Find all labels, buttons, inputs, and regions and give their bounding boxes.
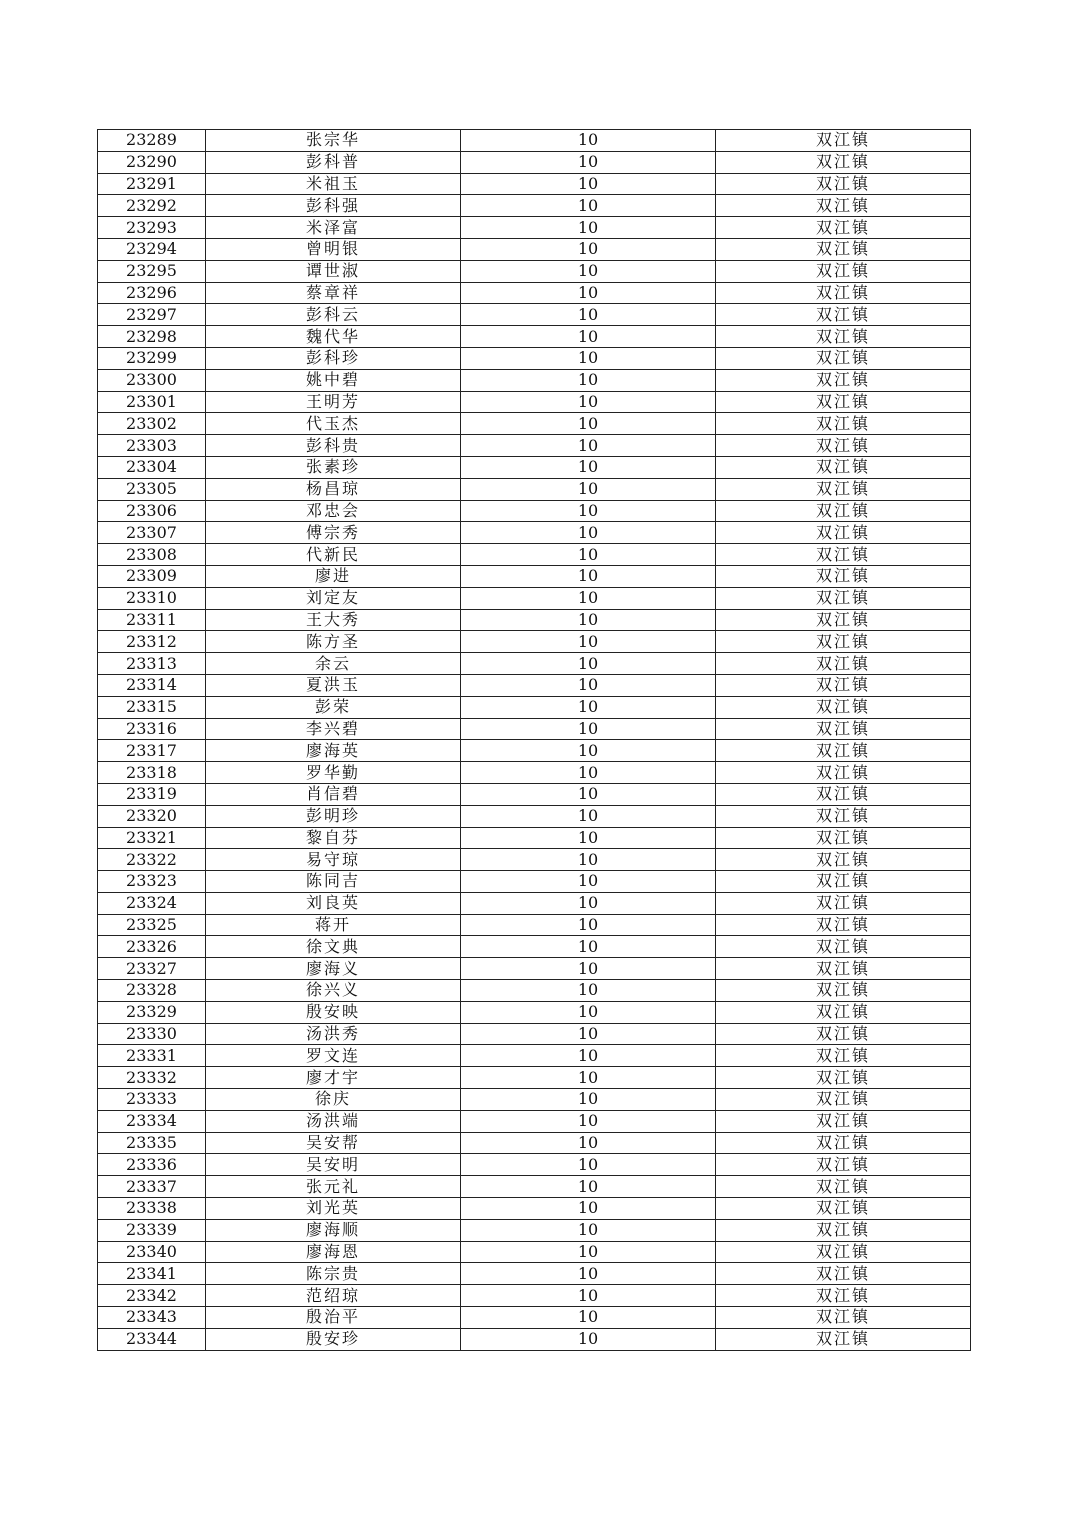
person-name-cell: 代玉杰 [206, 413, 461, 435]
town-cell: 双江镇 [716, 587, 971, 609]
amount-cell: 10 [461, 849, 716, 871]
amount-cell: 10 [461, 1089, 716, 1111]
table-row [98, 413, 971, 435]
town-cell: 双江镇 [716, 740, 971, 762]
person-name-cell: 曾明银 [206, 238, 461, 260]
person-name-cell: 范绍琼 [206, 1285, 461, 1307]
person-name-cell: 肖信碧 [206, 783, 461, 805]
table-row [98, 631, 971, 653]
table-row [98, 805, 971, 827]
row-number-cell: 23329 [98, 1001, 206, 1023]
town-cell: 双江镇 [716, 456, 971, 478]
amount-cell: 10 [461, 1110, 716, 1132]
amount-cell: 10 [461, 914, 716, 936]
amount-cell: 10 [461, 1285, 716, 1307]
row-number-cell: 23302 [98, 413, 206, 435]
table-row [98, 871, 971, 893]
town-cell: 双江镇 [716, 1241, 971, 1263]
town-cell: 双江镇 [716, 1067, 971, 1089]
amount-cell: 10 [461, 347, 716, 369]
amount-cell: 10 [461, 631, 716, 653]
town-cell: 双江镇 [716, 849, 971, 871]
amount-cell: 10 [461, 892, 716, 914]
table-row [98, 565, 971, 587]
town-cell: 双江镇 [716, 1045, 971, 1067]
table-row [98, 500, 971, 522]
row-number-cell: 23293 [98, 217, 206, 239]
table-row [98, 914, 971, 936]
town-cell: 双江镇 [716, 892, 971, 914]
table-row [98, 238, 971, 260]
town-cell: 双江镇 [716, 1198, 971, 1220]
table-row [98, 369, 971, 391]
person-name-cell: 彭明珍 [206, 805, 461, 827]
table-row [98, 435, 971, 457]
person-name-cell: 蔡章祥 [206, 282, 461, 304]
amount-cell: 10 [461, 827, 716, 849]
table-row [98, 1067, 971, 1089]
amount-cell: 10 [461, 478, 716, 500]
table-row [98, 1110, 971, 1132]
person-name-cell: 邓忠会 [206, 500, 461, 522]
town-cell: 双江镇 [716, 151, 971, 173]
row-number-cell: 23317 [98, 740, 206, 762]
table-row [98, 936, 971, 958]
table-row [98, 304, 971, 326]
amount-cell: 10 [461, 805, 716, 827]
roster-table-body [98, 130, 971, 1351]
table-row [98, 849, 971, 871]
table-row [98, 718, 971, 740]
person-name-cell: 易守琼 [206, 849, 461, 871]
amount-cell: 10 [461, 1154, 716, 1176]
row-number-cell: 23316 [98, 718, 206, 740]
amount-cell: 10 [461, 718, 716, 740]
amount-cell: 10 [461, 130, 716, 152]
town-cell: 双江镇 [716, 1023, 971, 1045]
row-number-cell: 23318 [98, 762, 206, 784]
amount-cell: 10 [461, 238, 716, 260]
person-name-cell: 吴安明 [206, 1154, 461, 1176]
roster-table [97, 129, 971, 1351]
town-cell: 双江镇 [716, 674, 971, 696]
row-number-cell: 23327 [98, 958, 206, 980]
amount-cell: 10 [461, 369, 716, 391]
row-number-cell: 23330 [98, 1023, 206, 1045]
person-name-cell: 陈方圣 [206, 631, 461, 653]
table-row [98, 674, 971, 696]
amount-cell: 10 [461, 544, 716, 566]
row-number-cell: 23344 [98, 1328, 206, 1350]
person-name-cell: 殷安珍 [206, 1328, 461, 1350]
person-name-cell: 夏洪玉 [206, 674, 461, 696]
table-row [98, 1045, 971, 1067]
amount-cell: 10 [461, 326, 716, 348]
town-cell: 双江镇 [716, 805, 971, 827]
amount-cell: 10 [461, 653, 716, 675]
town-cell: 双江镇 [716, 762, 971, 784]
person-name-cell: 张宗华 [206, 130, 461, 152]
amount-cell: 10 [461, 1176, 716, 1198]
town-cell: 双江镇 [716, 544, 971, 566]
person-name-cell: 陈宗贵 [206, 1263, 461, 1285]
amount-cell: 10 [461, 674, 716, 696]
amount-cell: 10 [461, 1001, 716, 1023]
table-row [98, 1219, 971, 1241]
table-row [98, 587, 971, 609]
amount-cell: 10 [461, 1067, 716, 1089]
table-row [98, 217, 971, 239]
town-cell: 双江镇 [716, 1219, 971, 1241]
person-name-cell: 彭荣 [206, 696, 461, 718]
town-cell: 双江镇 [716, 195, 971, 217]
row-number-cell: 23343 [98, 1307, 206, 1329]
town-cell: 双江镇 [716, 522, 971, 544]
table-row [98, 740, 971, 762]
row-number-cell: 23298 [98, 326, 206, 348]
row-number-cell: 23336 [98, 1154, 206, 1176]
amount-cell: 10 [461, 217, 716, 239]
amount-cell: 10 [461, 936, 716, 958]
row-number-cell: 23321 [98, 827, 206, 849]
table-row [98, 1198, 971, 1220]
town-cell: 双江镇 [716, 238, 971, 260]
row-number-cell: 23332 [98, 1067, 206, 1089]
table-row [98, 827, 971, 849]
table-row [98, 1001, 971, 1023]
town-cell: 双江镇 [716, 217, 971, 239]
table-row [98, 347, 971, 369]
person-name-cell: 魏代华 [206, 326, 461, 348]
town-cell: 双江镇 [716, 980, 971, 1002]
table-row [98, 1307, 971, 1329]
person-name-cell: 罗华勤 [206, 762, 461, 784]
amount-cell: 10 [461, 435, 716, 457]
town-cell: 双江镇 [716, 827, 971, 849]
person-name-cell: 彭科珍 [206, 347, 461, 369]
row-number-cell: 23295 [98, 260, 206, 282]
table-row [98, 544, 971, 566]
amount-cell: 10 [461, 783, 716, 805]
table-row [98, 1285, 971, 1307]
row-number-cell: 23308 [98, 544, 206, 566]
person-name-cell: 廖海顺 [206, 1219, 461, 1241]
town-cell: 双江镇 [716, 1001, 971, 1023]
table-row [98, 1263, 971, 1285]
town-cell: 双江镇 [716, 1132, 971, 1154]
row-number-cell: 23290 [98, 151, 206, 173]
row-number-cell: 23289 [98, 130, 206, 152]
person-name-cell: 刘良英 [206, 892, 461, 914]
table-row [98, 1328, 971, 1350]
row-number-cell: 23314 [98, 674, 206, 696]
table-row [98, 478, 971, 500]
table-row [98, 326, 971, 348]
table-row [98, 456, 971, 478]
table-row [98, 892, 971, 914]
town-cell: 双江镇 [716, 1285, 971, 1307]
row-number-cell: 23320 [98, 805, 206, 827]
amount-cell: 10 [461, 456, 716, 478]
person-name-cell: 米泽富 [206, 217, 461, 239]
row-number-cell: 23304 [98, 456, 206, 478]
table-row [98, 609, 971, 631]
table-row [98, 980, 971, 1002]
town-cell: 双江镇 [716, 609, 971, 631]
person-name-cell: 廖才宇 [206, 1067, 461, 1089]
person-name-cell: 余云 [206, 653, 461, 675]
town-cell: 双江镇 [716, 958, 971, 980]
table-row [98, 130, 971, 152]
amount-cell: 10 [461, 151, 716, 173]
row-number-cell: 23337 [98, 1176, 206, 1198]
row-number-cell: 23297 [98, 304, 206, 326]
person-name-cell: 谭世淑 [206, 260, 461, 282]
town-cell: 双江镇 [716, 936, 971, 958]
amount-cell: 10 [461, 1307, 716, 1329]
person-name-cell: 廖海英 [206, 740, 461, 762]
amount-cell: 10 [461, 391, 716, 413]
town-cell: 双江镇 [716, 130, 971, 152]
town-cell: 双江镇 [716, 173, 971, 195]
row-number-cell: 23319 [98, 783, 206, 805]
amount-cell: 10 [461, 522, 716, 544]
row-number-cell: 23335 [98, 1132, 206, 1154]
amount-cell: 10 [461, 1198, 716, 1220]
amount-cell: 10 [461, 958, 716, 980]
row-number-cell: 23310 [98, 587, 206, 609]
row-number-cell: 23292 [98, 195, 206, 217]
row-number-cell: 23311 [98, 609, 206, 631]
amount-cell: 10 [461, 304, 716, 326]
amount-cell: 10 [461, 1263, 716, 1285]
amount-cell: 10 [461, 1328, 716, 1350]
row-number-cell: 23315 [98, 696, 206, 718]
person-name-cell: 廖进 [206, 565, 461, 587]
row-number-cell: 23331 [98, 1045, 206, 1067]
person-name-cell: 代新民 [206, 544, 461, 566]
row-number-cell: 23299 [98, 347, 206, 369]
table-row [98, 1154, 971, 1176]
table-row [98, 1089, 971, 1111]
row-number-cell: 23322 [98, 849, 206, 871]
town-cell: 双江镇 [716, 347, 971, 369]
amount-cell: 10 [461, 1241, 716, 1263]
person-name-cell: 汤洪秀 [206, 1023, 461, 1045]
person-name-cell: 王明芳 [206, 391, 461, 413]
table-row [98, 696, 971, 718]
row-number-cell: 23306 [98, 500, 206, 522]
amount-cell: 10 [461, 609, 716, 631]
row-number-cell: 23342 [98, 1285, 206, 1307]
amount-cell: 10 [461, 1045, 716, 1067]
row-number-cell: 23294 [98, 238, 206, 260]
table-row [98, 195, 971, 217]
row-number-cell: 23291 [98, 173, 206, 195]
town-cell: 双江镇 [716, 783, 971, 805]
table-row [98, 1176, 971, 1198]
person-name-cell: 汤洪端 [206, 1110, 461, 1132]
town-cell: 双江镇 [716, 696, 971, 718]
person-name-cell: 米祖玉 [206, 173, 461, 195]
town-cell: 双江镇 [716, 1263, 971, 1285]
amount-cell: 10 [461, 740, 716, 762]
row-number-cell: 23340 [98, 1241, 206, 1263]
table-row [98, 762, 971, 784]
town-cell: 双江镇 [716, 1089, 971, 1111]
table-row [98, 1132, 971, 1154]
person-name-cell: 姚中碧 [206, 369, 461, 391]
amount-cell: 10 [461, 413, 716, 435]
town-cell: 双江镇 [716, 435, 971, 457]
person-name-cell: 刘定友 [206, 587, 461, 609]
table-row [98, 282, 971, 304]
row-number-cell: 23300 [98, 369, 206, 391]
town-cell: 双江镇 [716, 631, 971, 653]
row-number-cell: 23312 [98, 631, 206, 653]
person-name-cell: 徐文典 [206, 936, 461, 958]
table-row [98, 1241, 971, 1263]
amount-cell: 10 [461, 696, 716, 718]
person-name-cell: 刘光英 [206, 1198, 461, 1220]
amount-cell: 10 [461, 587, 716, 609]
amount-cell: 10 [461, 1023, 716, 1045]
person-name-cell: 殷安映 [206, 1001, 461, 1023]
town-cell: 双江镇 [716, 871, 971, 893]
table-row [98, 1023, 971, 1045]
person-name-cell: 吴安帮 [206, 1132, 461, 1154]
table-row [98, 391, 971, 413]
row-number-cell: 23341 [98, 1263, 206, 1285]
person-name-cell: 李兴碧 [206, 718, 461, 740]
person-name-cell: 王大秀 [206, 609, 461, 631]
table-row [98, 151, 971, 173]
town-cell: 双江镇 [716, 260, 971, 282]
town-cell: 双江镇 [716, 1176, 971, 1198]
town-cell: 双江镇 [716, 1307, 971, 1329]
row-number-cell: 23307 [98, 522, 206, 544]
person-name-cell: 彭科云 [206, 304, 461, 326]
row-number-cell: 23303 [98, 435, 206, 457]
person-name-cell: 廖海恩 [206, 1241, 461, 1263]
person-name-cell: 陈同吉 [206, 871, 461, 893]
town-cell: 双江镇 [716, 1328, 971, 1350]
town-cell: 双江镇 [716, 478, 971, 500]
town-cell: 双江镇 [716, 653, 971, 675]
person-name-cell: 徐庆 [206, 1089, 461, 1111]
row-number-cell: 23325 [98, 914, 206, 936]
amount-cell: 10 [461, 565, 716, 587]
row-number-cell: 23338 [98, 1198, 206, 1220]
person-name-cell: 蒋开 [206, 914, 461, 936]
person-name-cell: 张元礼 [206, 1176, 461, 1198]
amount-cell: 10 [461, 260, 716, 282]
table-row [98, 653, 971, 675]
row-number-cell: 23323 [98, 871, 206, 893]
town-cell: 双江镇 [716, 1154, 971, 1176]
person-name-cell: 罗文连 [206, 1045, 461, 1067]
person-name-cell: 彭科贵 [206, 435, 461, 457]
amount-cell: 10 [461, 762, 716, 784]
amount-cell: 10 [461, 871, 716, 893]
table-row [98, 260, 971, 282]
town-cell: 双江镇 [716, 391, 971, 413]
town-cell: 双江镇 [716, 718, 971, 740]
row-number-cell: 23334 [98, 1110, 206, 1132]
person-name-cell: 廖海义 [206, 958, 461, 980]
person-name-cell: 黎自芬 [206, 827, 461, 849]
row-number-cell: 23305 [98, 478, 206, 500]
amount-cell: 10 [461, 980, 716, 1002]
town-cell: 双江镇 [716, 914, 971, 936]
person-name-cell: 徐兴义 [206, 980, 461, 1002]
row-number-cell: 23313 [98, 653, 206, 675]
amount-cell: 10 [461, 1219, 716, 1241]
town-cell: 双江镇 [716, 500, 971, 522]
table-row [98, 173, 971, 195]
town-cell: 双江镇 [716, 413, 971, 435]
town-cell: 双江镇 [716, 326, 971, 348]
amount-cell: 10 [461, 173, 716, 195]
table-row [98, 522, 971, 544]
row-number-cell: 23333 [98, 1089, 206, 1111]
person-name-cell: 彭科强 [206, 195, 461, 217]
amount-cell: 10 [461, 195, 716, 217]
row-number-cell: 23301 [98, 391, 206, 413]
person-name-cell: 傅宗秀 [206, 522, 461, 544]
town-cell: 双江镇 [716, 1110, 971, 1132]
row-number-cell: 23328 [98, 980, 206, 1002]
town-cell: 双江镇 [716, 565, 971, 587]
row-number-cell: 23326 [98, 936, 206, 958]
person-name-cell: 殷治平 [206, 1307, 461, 1329]
town-cell: 双江镇 [716, 369, 971, 391]
amount-cell: 10 [461, 282, 716, 304]
person-name-cell: 张素珍 [206, 456, 461, 478]
row-number-cell: 23309 [98, 565, 206, 587]
town-cell: 双江镇 [716, 282, 971, 304]
row-number-cell: 23296 [98, 282, 206, 304]
person-name-cell: 彭科普 [206, 151, 461, 173]
amount-cell: 10 [461, 1132, 716, 1154]
row-number-cell: 23324 [98, 892, 206, 914]
person-name-cell: 杨昌琼 [206, 478, 461, 500]
table-row [98, 783, 971, 805]
amount-cell: 10 [461, 500, 716, 522]
table-row [98, 958, 971, 980]
row-number-cell: 23339 [98, 1219, 206, 1241]
town-cell: 双江镇 [716, 304, 971, 326]
